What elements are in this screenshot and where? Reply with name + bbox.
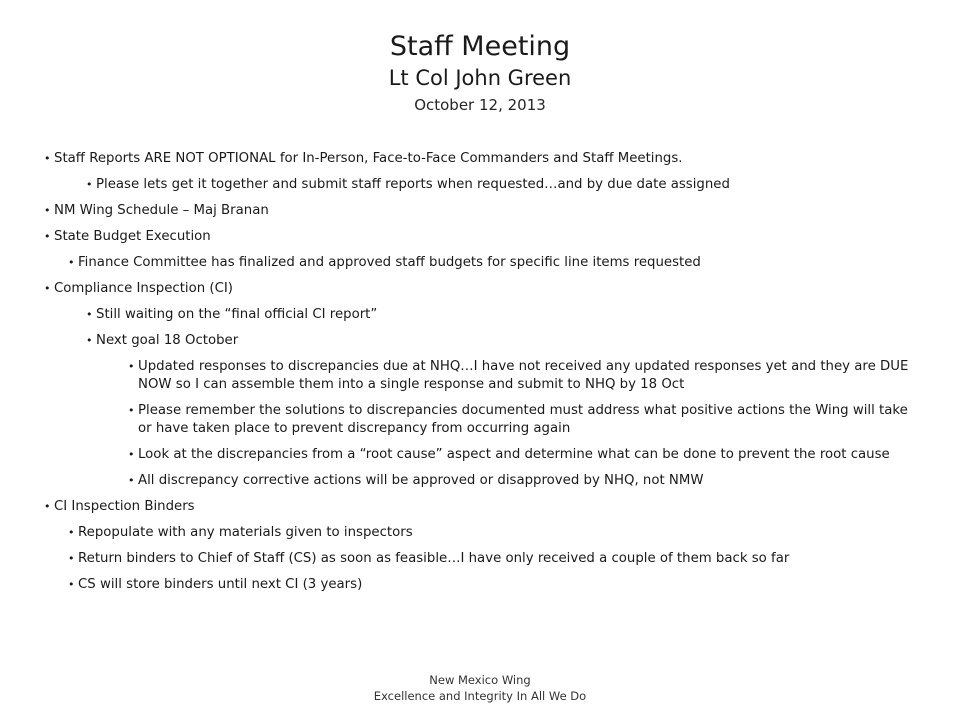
bullet-waiting-report: • Still waiting on the “final official CI report”	[0, 306, 960, 324]
bullet-budget-execution: • State Budget Execution	[0, 228, 960, 246]
footer-org-name: New Mexico Wing	[429, 673, 531, 687]
bullet-wing-schedule: • NM Wing Schedule – Maj Branan	[0, 202, 960, 220]
bullet-finance-committee: • Finance Committee has finalized and approved staff budgets for specific line items requested	[0, 254, 960, 272]
slide-footer	[0, 672, 960, 704]
slide-subtitle: Lt Col John Green	[388, 66, 572, 90]
bullet-staff-reports: • Staff Reports ARE NOT OPTIONAL for In-Person, Face-to-Face Commanders and Staff Meetings.	[0, 150, 960, 168]
slide-date: October 12, 2013	[414, 96, 546, 114]
bullet-next-goal: • Next goal 18 October	[0, 332, 960, 350]
bullet-corrective-actions: • All discrepancy corrective actions will be approved or disapproved by NHQ, not NMW	[0, 472, 960, 490]
bullet-list	[0, 150, 960, 602]
bullet-remember-solutions: • Please remember the solutions to discrepancies documented must address what positive actions the Wing will take or have taken place to prevent discrepancy from occurring again	[0, 402, 960, 438]
bullet-store-binders: • CS will store binders until next CI (3 years)	[0, 576, 960, 594]
bullet-compliance-inspection: • Compliance Inspection (CI)	[0, 280, 960, 298]
bullet-inspection-binders: • CI Inspection Binders	[0, 498, 960, 516]
bullet-submit-reports: • Please lets get it together and submit staff reports when requested…and by due date assigned	[0, 176, 960, 194]
footer-motto: Excellence and Integrity In All We Do	[373, 689, 587, 703]
bullet-updated-responses: • Updated responses to discrepancies due at NHQ…I have not received any updated responses yet and they are DUE NOW so I can assemble them into a single response and submit to NHQ by 18 Oct	[0, 358, 960, 394]
title-block	[0, 30, 960, 116]
bullet-repopulate: • Repopulate with any materials given to inspectors	[0, 524, 960, 542]
slide-title: Staff Meeting	[389, 31, 571, 62]
bullet-return-binders: • Return binders to Chief of Staff (CS) as soon as feasible…I have only received a couple of them back so far	[0, 550, 960, 568]
bullet-root-cause: • Look at the discrepancies from a “root cause” aspect and determine what can be done to prevent the root cause	[0, 446, 960, 464]
